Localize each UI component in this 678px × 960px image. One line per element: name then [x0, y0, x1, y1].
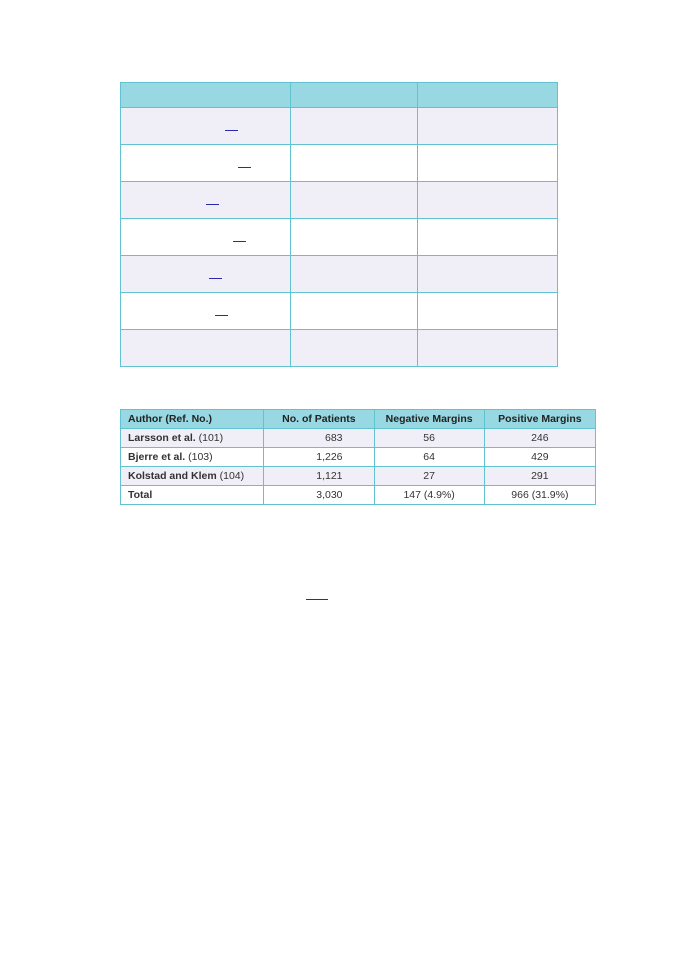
table-cell — [121, 219, 291, 256]
author-ref: (101) — [198, 432, 224, 444]
header-positive-margins: Positive Margins — [484, 410, 595, 429]
reference-link[interactable] — [209, 278, 222, 279]
table-cell — [121, 256, 291, 293]
reference-link[interactable] — [225, 130, 238, 131]
table-row — [121, 219, 558, 256]
table-cell — [291, 293, 418, 330]
table-cell — [418, 219, 558, 256]
table-cell — [418, 182, 558, 219]
table-row — [121, 256, 558, 293]
margins-table — [120, 409, 596, 505]
table-row — [121, 448, 596, 467]
table-cell — [418, 256, 558, 293]
negative-cell: 27 — [374, 467, 484, 486]
negative-cell: 147 (4.9%) — [374, 486, 484, 505]
reference-link[interactable] — [215, 315, 228, 316]
table-cell — [418, 108, 558, 145]
table-cell — [291, 330, 418, 367]
author-cell — [121, 429, 264, 448]
author-name: Kolstad and Klem — [128, 470, 217, 482]
positive-cell: 246 — [484, 429, 595, 448]
total-label: Total — [128, 489, 153, 501]
table-cell — [121, 145, 291, 182]
table-cell — [291, 108, 418, 145]
positive-cell: 291 — [484, 467, 595, 486]
table-cell — [291, 256, 418, 293]
table-cell — [291, 182, 418, 219]
table-cell — [121, 330, 291, 367]
total-row — [121, 486, 596, 505]
table-1 — [120, 82, 558, 367]
patients-cell: 3,030 — [264, 486, 374, 505]
author-cell — [121, 448, 264, 467]
table-1-header-row — [121, 83, 558, 108]
table-row — [121, 293, 558, 330]
table-1-header-cell — [121, 83, 291, 108]
table-row — [121, 330, 558, 367]
negative-cell: 64 — [374, 448, 484, 467]
header-author: Author (Ref. No.) — [121, 410, 264, 429]
reference-link[interactable] — [238, 167, 251, 168]
table-row — [121, 467, 596, 486]
author-ref: (104) — [219, 470, 245, 482]
author-name: Larsson et al. — [128, 432, 196, 444]
author-cell — [121, 467, 264, 486]
table-cell — [121, 182, 291, 219]
table-row — [121, 108, 558, 145]
table-cell — [291, 145, 418, 182]
header-negative-margins: Negative Margins — [374, 410, 484, 429]
reference-link[interactable] — [233, 241, 246, 242]
table-cell — [418, 145, 558, 182]
table-cell — [291, 219, 418, 256]
margins-table-header-row — [121, 410, 596, 429]
table-row — [121, 429, 596, 448]
reference-link[interactable] — [206, 204, 219, 205]
table-cell — [121, 293, 291, 330]
reference-link[interactable] — [306, 599, 328, 600]
table-row — [121, 182, 558, 219]
patients-cell: 1,226 — [264, 448, 374, 467]
negative-cell: 56 — [374, 429, 484, 448]
table-1-header-cell — [291, 83, 418, 108]
patients-cell: 683 — [264, 429, 374, 448]
patients-cell: 1,121 — [264, 467, 374, 486]
table-cell — [418, 293, 558, 330]
author-name: Bjerre et al. — [128, 451, 186, 463]
table-1-header-cell — [418, 83, 558, 108]
table-cell — [121, 108, 291, 145]
positive-cell: 429 — [484, 448, 595, 467]
header-patients: No. of Patients — [264, 410, 374, 429]
author-ref: (103) — [188, 451, 213, 463]
table-row — [121, 145, 558, 182]
positive-cell: 966 (31.9%) — [484, 486, 595, 505]
author-cell — [121, 486, 264, 505]
table-cell — [418, 330, 558, 367]
